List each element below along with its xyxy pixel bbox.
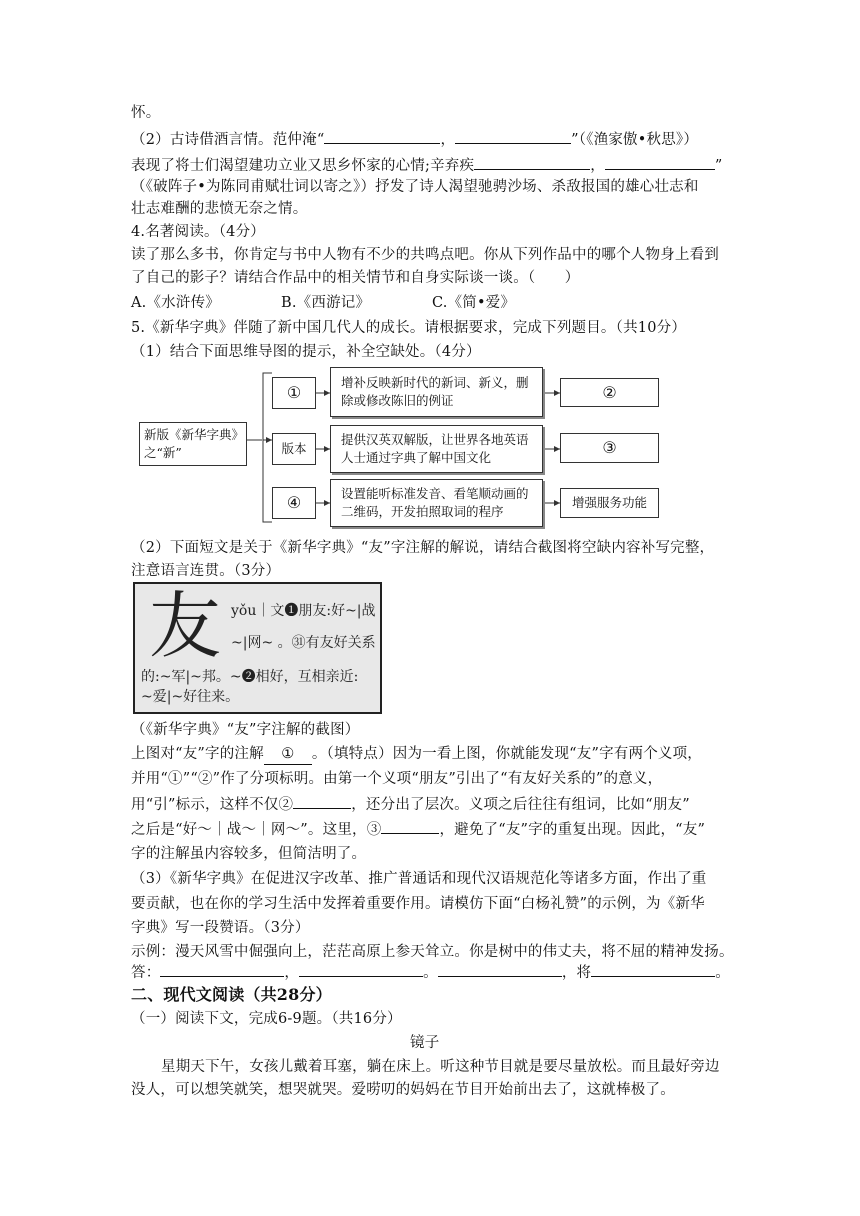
- mindmap-blank-4[interactable]: ④: [272, 487, 316, 519]
- text-line: 注意语言连贯。（3分）: [131, 563, 281, 579]
- section-heading: 二、现代文阅读（共28分）: [131, 985, 332, 1004]
- mindmap-result-3: 增强服务功能: [560, 488, 659, 518]
- text-line: （1）结合下面思维导图的提示，补全空缺处。（4分）: [131, 344, 481, 360]
- text-line: 之后是“好～｜战～｜网～”。这里，③ ，避免了“友”字的重复出现。因此，“友”: [131, 819, 705, 840]
- dictionary-text: yǒu｜文❶朋友:好~|战: [231, 603, 376, 619]
- question-2-line: （2）古诗借酒言情。范仲淹“ ， ”（《渔家傲•秋思》）: [131, 129, 698, 150]
- text-line: 表现了将士们渴望建功立业又思乡怀家的心情;辛弃疾 ， ”: [131, 155, 723, 176]
- question-4-title: 4.名著阅读。（4分）: [131, 224, 266, 240]
- text-line: （2）下面短文是关于《新华字典》“友”字注解的解说，请结合截图将空缺内容补写完整，: [131, 540, 715, 556]
- dictionary-text: ~|网~ 。㉛有友好关系: [231, 635, 376, 651]
- text-line: 上图对“友”字的注解 ① 。（填特点）因为一看上图，你就能发现“友”字有两个义项，: [131, 744, 702, 765]
- text-line: 壮志难酬的悲愤无奈之情。: [131, 201, 308, 217]
- dictionary-text: 的:~军|~邦。~❷相好，互相亲近:: [141, 669, 359, 685]
- text-line: （一）阅读下文，完成6-9题。（共16分）: [131, 1011, 402, 1027]
- answer-blank[interactable]: [299, 962, 423, 977]
- answer-blank[interactable]: [293, 794, 351, 809]
- text-line: 字的注解虽内容较多，但简洁明了。: [131, 846, 367, 862]
- answer-blank[interactable]: ①: [264, 744, 312, 765]
- mindmap-detail-1: 增补反映新时代的新词、新义，删除或修改陈旧的例证: [330, 367, 543, 417]
- answer-blank[interactable]: [438, 962, 562, 977]
- text-line: 并用“①”“②”作了分项标明。由第一个义项“朋友”引出了“有友好关系的”的意义，: [131, 771, 663, 787]
- option-b[interactable]: B.《西游记》: [281, 295, 371, 311]
- story-text: 星期天下午，女孩儿戴着耳塞，躺在床上。听这种节目就是要尽量放松。而且最好旁边: [161, 1059, 720, 1075]
- answer-blank[interactable]: [591, 962, 715, 977]
- dictionary-entry-image: [133, 582, 382, 714]
- text-line: 要贡献，也在你的学习生活中发挥着重要作用。请模仿下面“白杨礼赞”的示例，为《新华: [131, 896, 705, 912]
- text-line: 示例：漫天风雪中倔强向上，茫茫高原上参天耸立。你是树中的伟丈夫，将不屈的精神发扬。: [131, 944, 734, 960]
- dictionary-headword: 友: [149, 584, 222, 668]
- question-5-title: 5.《新华字典》伴随了新中国几代人的成长。请根据要求，完成下列题目。（共10分）: [131, 320, 687, 336]
- text-line: （3）《新华字典》在促进汉字改革、推广普通话和现代汉语规范化等诸多方面，作出了重: [131, 871, 707, 887]
- answer-blank[interactable]: [160, 962, 284, 977]
- text-line: 读了那么多书，你肯定与书中人物有不少的共鸣点吧。你从下列作品中的哪个人物身上看到: [131, 247, 719, 263]
- text-line: 怀。: [131, 105, 161, 121]
- text-line: 字典》写一段赞语。（3分）: [131, 920, 310, 936]
- mindmap-branch-version: 版本: [272, 433, 316, 465]
- mindmap-root: 新版《新华字典》之“新”: [139, 422, 247, 466]
- mindmap-detail-2: 提供汉英双解版，让世界各地英语人士通过字典了解中国文化: [330, 425, 543, 473]
- mindmap-blank-2[interactable]: ②: [560, 378, 659, 407]
- mindmap-blank-1[interactable]: ①: [272, 377, 316, 409]
- image-caption: （《新华字典》“友”字注解的截图）: [131, 722, 360, 738]
- mindmap-blank-3[interactable]: ③: [560, 433, 659, 463]
- text-line: 用“引”标示，这样不仅② ，还分出了层次。义项之后往往有组词，比如“朋友”: [131, 794, 690, 815]
- text-line: （《破阵子•为陈同甫赋壮词以寄之》）抒发了诗人渴望驰骋沙场、杀敌报国的雄心壮志和: [131, 179, 699, 195]
- answer-blank[interactable]: [381, 819, 439, 834]
- option-c[interactable]: C.《简•爱》: [432, 295, 516, 311]
- story-title: 镜子: [410, 1035, 440, 1051]
- answer-line: 答： ， 。 ，将 。: [131, 962, 730, 983]
- text-line: 了自己的影子？请结合作品中的相关情节和自身实际谈一谈。（ ）: [131, 270, 580, 286]
- story-text: 没人，可以想笑就笑，想哭就哭。爱唠叨的妈妈在节目开始前出去了，这就棒极了。: [131, 1082, 675, 1098]
- option-a[interactable]: A.《水浒传》: [131, 295, 220, 311]
- dictionary-text: ~爱|~好往来。: [141, 689, 240, 705]
- mindmap-detail-3: 设置能听标准发音、看笔顺动画的二维码，开发拍照取词的程序: [330, 479, 543, 527]
